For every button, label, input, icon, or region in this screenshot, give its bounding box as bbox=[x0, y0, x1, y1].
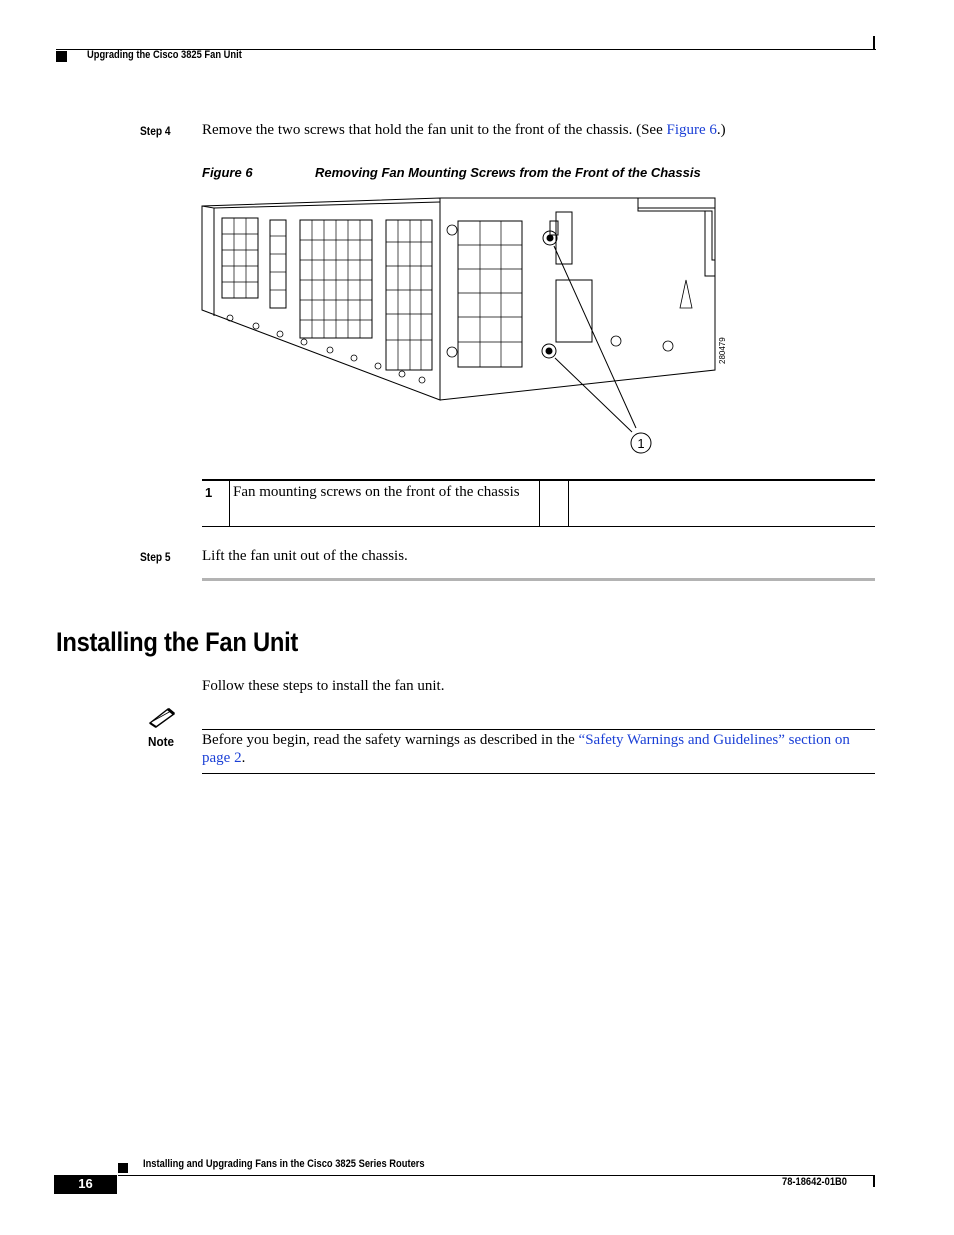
footer-rule bbox=[118, 1175, 875, 1176]
note-text bbox=[202, 731, 875, 767]
chassis-drawing bbox=[200, 196, 727, 461]
figure-legend bbox=[202, 479, 875, 527]
document-number: 78-18642-01B0 bbox=[782, 1176, 847, 1188]
step-5-label: Step 5 bbox=[140, 550, 171, 564]
page-number: 16 bbox=[54, 1175, 117, 1194]
footer-title: Installing and Upgrading Fans in the Cisco 3825 Series Routers bbox=[143, 1158, 425, 1170]
note-bottom-rule bbox=[202, 773, 875, 774]
note-text-before: Before you begin, read the safety warnings as described in the bbox=[202, 732, 579, 748]
chassis-illustration bbox=[200, 196, 727, 461]
figure-title: Removing Fan Mounting Screws from the Front of the Chassis bbox=[315, 165, 701, 180]
footer-marker bbox=[118, 1163, 128, 1173]
step-4-text-before: Remove the two screws that hold the fan unit to the front of the chassis. (See bbox=[202, 122, 667, 138]
header-tick bbox=[873, 36, 875, 50]
section-title: Installing the Fan Unit bbox=[56, 627, 299, 657]
figure-6-link[interactable]: Figure 6 bbox=[666, 122, 717, 138]
running-header: Upgrading the Cisco 3825 Fan Unit bbox=[87, 49, 242, 61]
safety-warnings-link[interactable]: “Safety Warnings and Guidelines” section on page 2 bbox=[202, 732, 850, 766]
note-pencil-icon bbox=[148, 706, 178, 733]
step-4-text-after: .) bbox=[716, 122, 726, 138]
legend-description: Fan mounting screws on the front of the chassis bbox=[230, 481, 540, 526]
procedure-end-rule bbox=[202, 578, 875, 581]
header-marker bbox=[56, 51, 67, 62]
note-label: Note bbox=[148, 734, 175, 749]
step-5-text: Lift the fan unit out of the chassis. bbox=[202, 548, 408, 564]
callout-number: 1 bbox=[637, 436, 645, 451]
step-4-text bbox=[202, 122, 875, 139]
callout-leaders bbox=[554, 246, 636, 432]
figure-number: Figure 6 bbox=[202, 165, 253, 180]
legend-empty-cell bbox=[540, 481, 569, 526]
step-4-label: Step 4 bbox=[140, 124, 171, 138]
section-intro: Follow these steps to install the fan unit. bbox=[202, 678, 445, 694]
art-id: 280479 bbox=[718, 337, 727, 364]
note-top-rule bbox=[202, 729, 875, 730]
footer-tick bbox=[873, 1175, 875, 1187]
mounting-screw bbox=[542, 344, 556, 358]
note-text-after: . bbox=[241, 750, 246, 766]
legend-number: 1 bbox=[202, 481, 230, 526]
